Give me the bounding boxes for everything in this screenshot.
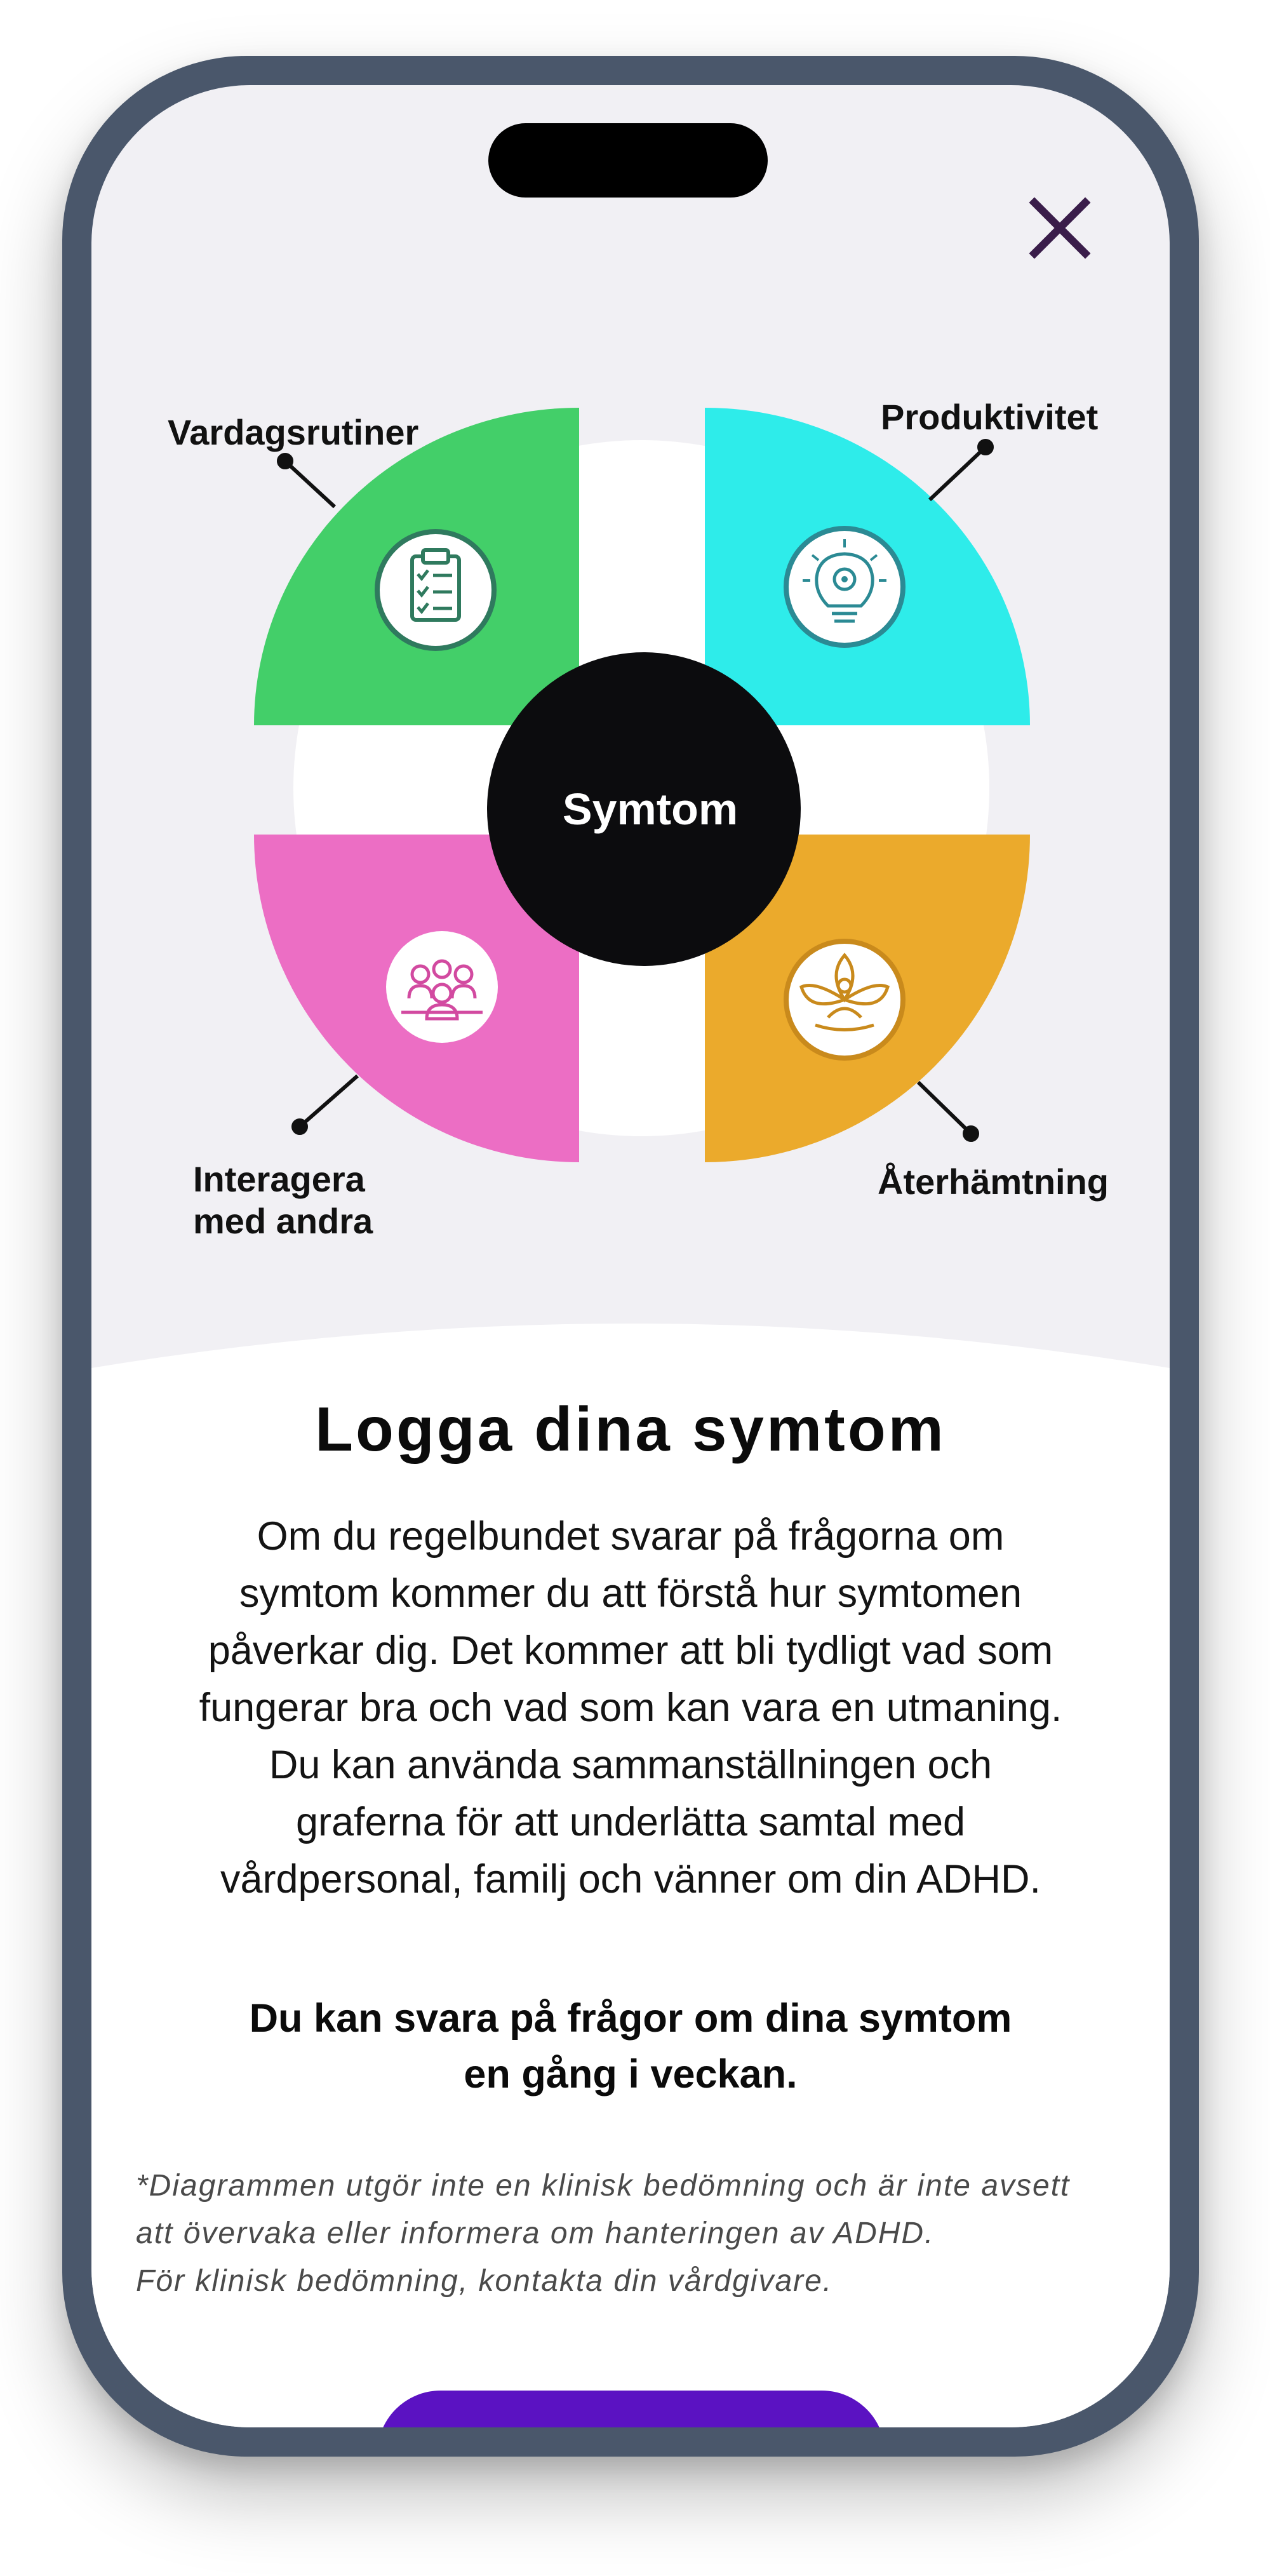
label-interagera-line2: med andra — [193, 1201, 373, 1241]
description-line: vårdpersonal, familj och vänner om din ADHD. — [220, 1857, 1041, 1902]
description-line: Om du regelbundet svarar på frågorna om — [257, 1514, 1005, 1559]
description-line: graferna för att underlätta samtal med — [295, 1800, 966, 1844]
description-line: Du kan använda sammanställningen och — [269, 1743, 993, 1787]
meditation-lotus-icon — [786, 941, 903, 1058]
close-button[interactable] — [1012, 180, 1107, 276]
frequency-note — [142, 1990, 1119, 2102]
page-title: Logga dina symtom — [315, 1394, 946, 1464]
disclaimer-line3: För klinisk bedömning, kontakta din vårdgivare. — [136, 2264, 833, 2298]
center-label: Symtom — [562, 784, 739, 834]
people-group-icon — [386, 931, 498, 1043]
leader-dot — [965, 1127, 977, 1140]
frequency-note-line1: Du kan svara på frågor om dina symtom — [249, 1996, 1012, 2041]
description-line: påverkar dig. Det kommer att bli tydligt vad som — [208, 1628, 1053, 1673]
phone-frame — [62, 56, 1199, 2457]
close-icon — [1012, 180, 1107, 276]
label-interagera-line1: Interagera — [193, 1159, 365, 1199]
leader-dot — [279, 455, 291, 467]
disclaimer-line2: att övervaka eller informera om hanteringen av ADHD. — [136, 2217, 935, 2250]
description-line: symtom kommer du att förstå hur symtomen — [239, 1571, 1022, 1616]
lightbulb-gear-icon — [786, 528, 903, 645]
label-interagera — [193, 1158, 373, 1242]
description-line: fungerar bra och vad som kan vara en utmaning. — [199, 1686, 1062, 1730]
label-vardagsrutiner: Vardagsrutiner — [168, 412, 419, 452]
leader-dot — [293, 1120, 306, 1133]
leader-dot — [979, 441, 992, 453]
app-screen — [91, 85, 1170, 2427]
frequency-note-line2: en gång i veckan. — [464, 2052, 798, 2096]
disclaimer-text — [136, 2162, 1139, 2305]
continue-button[interactable] — [377, 2391, 885, 2427]
disclaimer-line1: *Diagrammen utgör inte en klinisk bedömning och är inte avsett — [136, 2169, 1071, 2203]
label-produktivitet: Produktivitet — [881, 397, 1099, 437]
description-text — [142, 1508, 1119, 1908]
label-aterhamtning: Återhämtning — [878, 1162, 1109, 1202]
clipboard-checklist-icon — [377, 532, 494, 648]
